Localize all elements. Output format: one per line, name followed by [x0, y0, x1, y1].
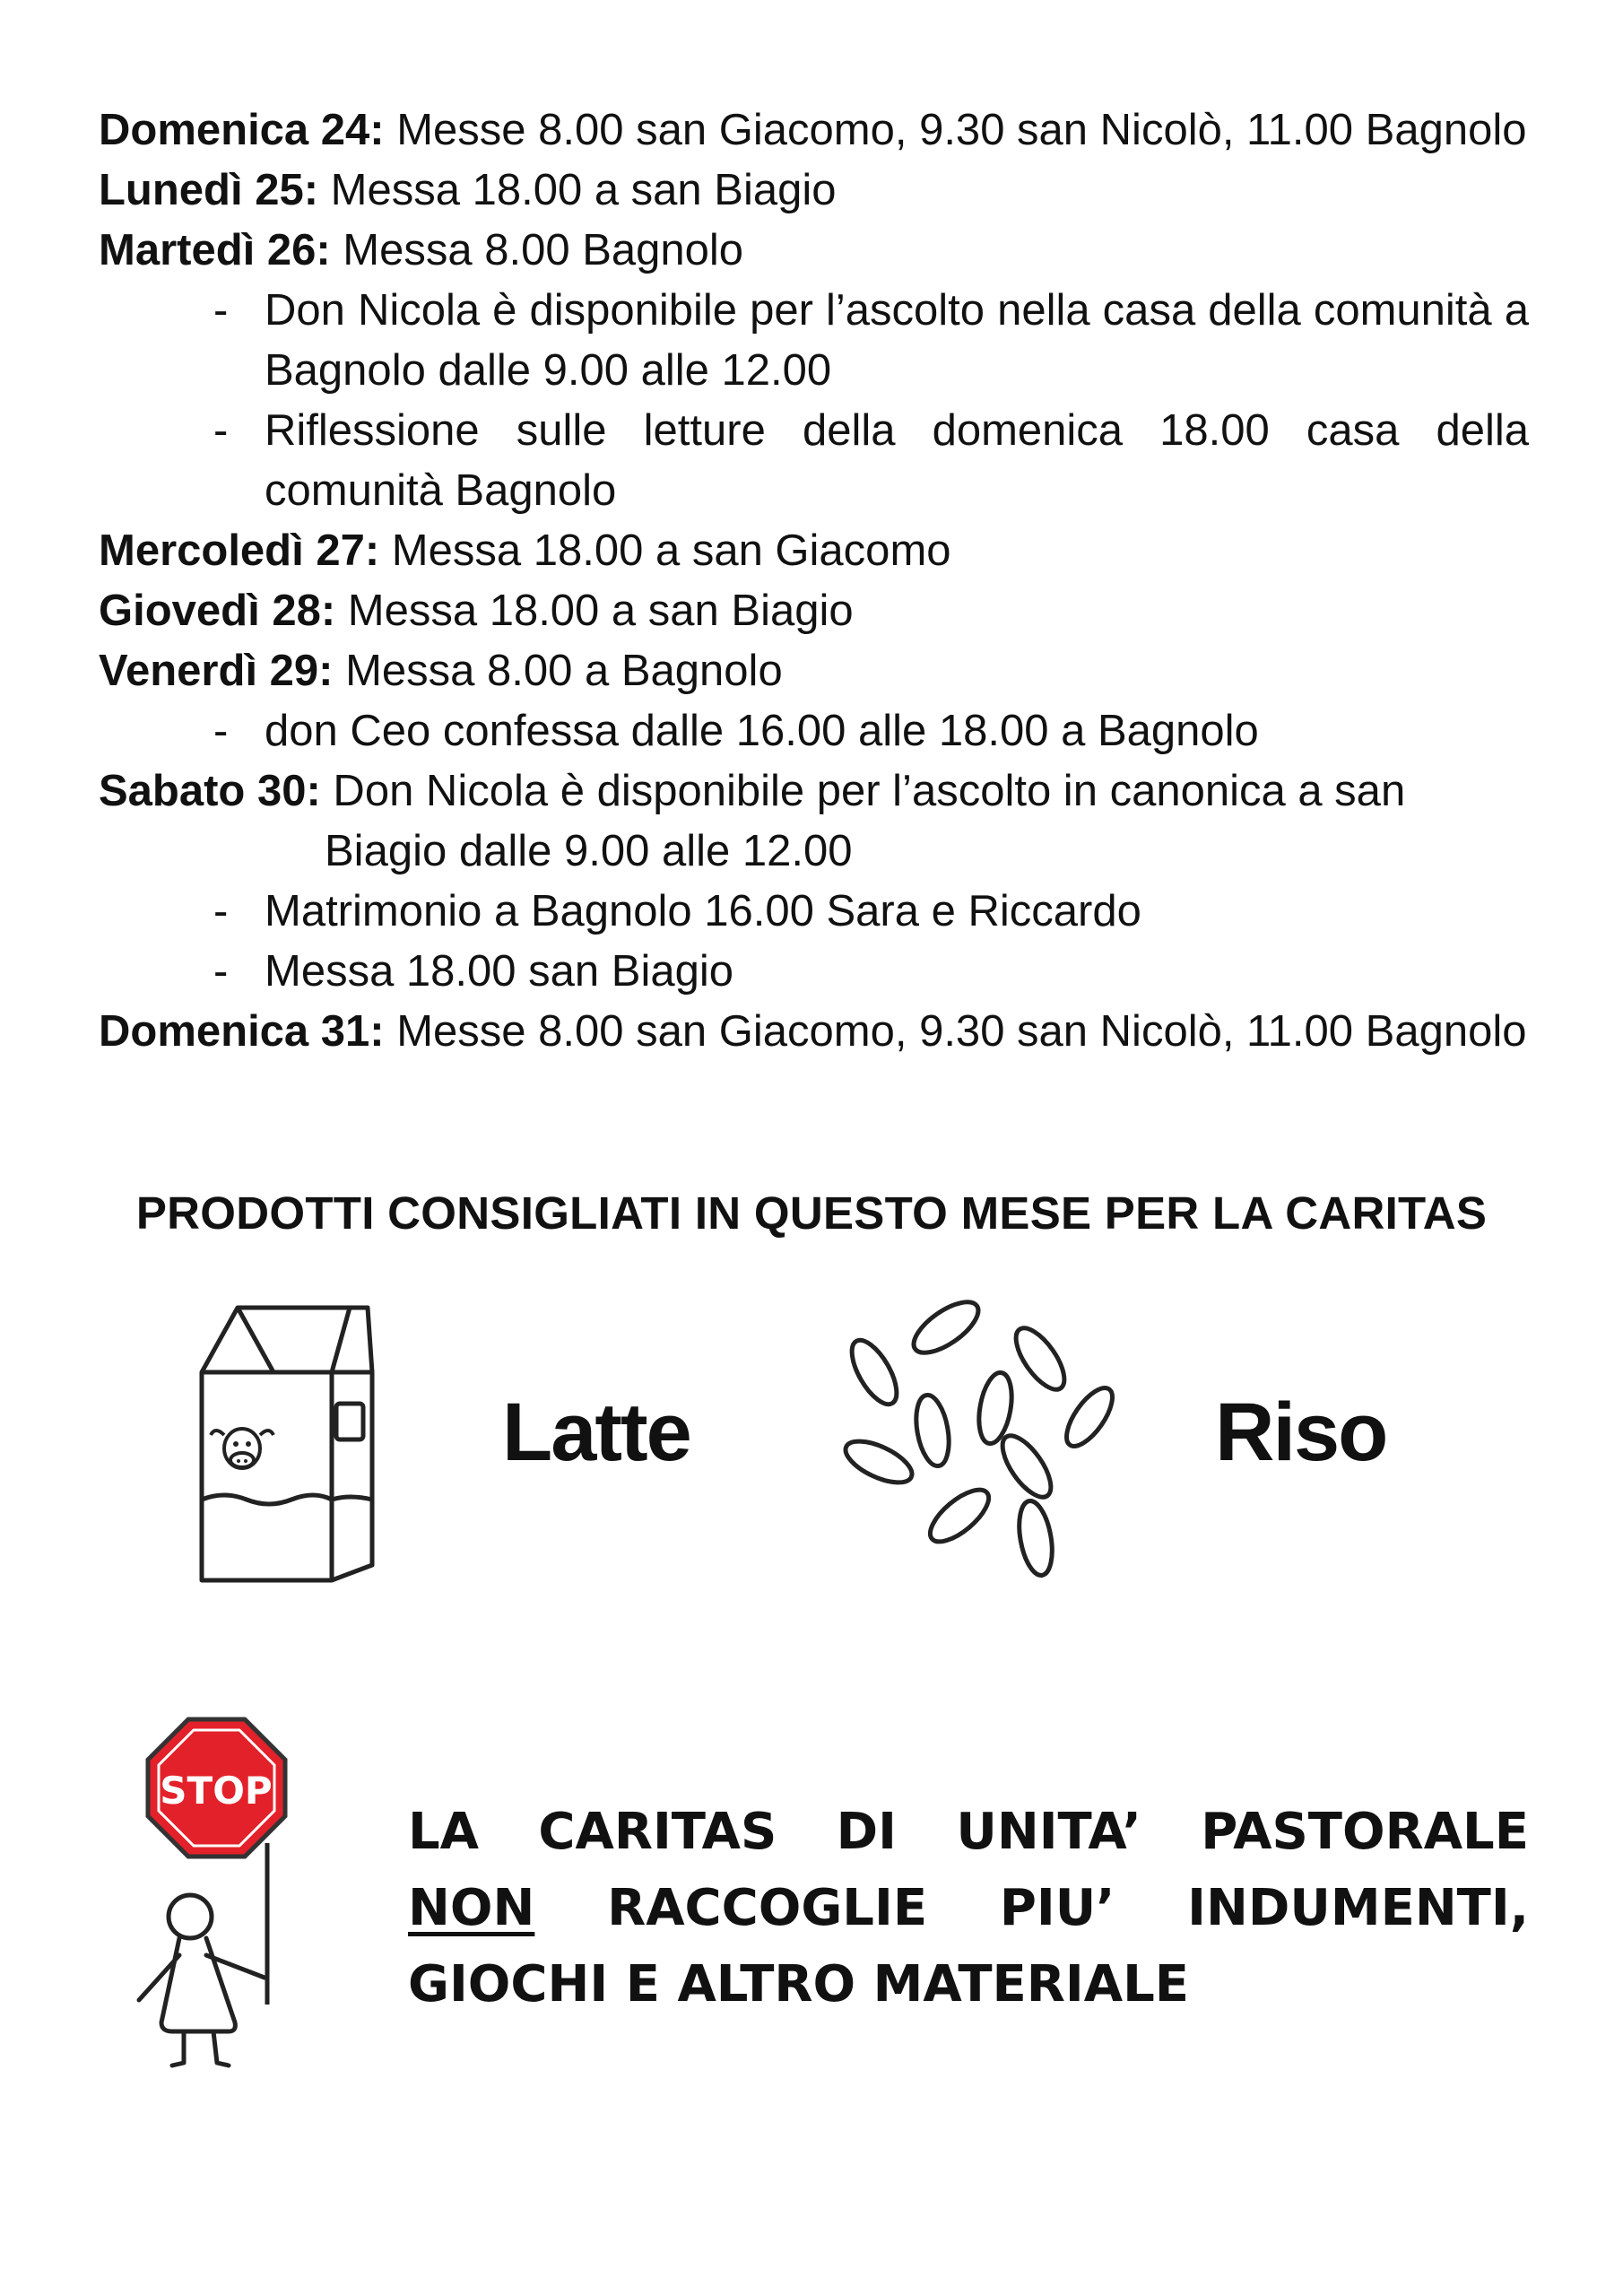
schedule-bullet: - don Ceo confessa dalle 16.00 alle 18.00 a Bagnolo: [213, 707, 1259, 755]
schedule-day-28: Giovedì 28: Messa 18.00 a san Biagio: [99, 587, 854, 635]
schedule-bullet: - Don Nicola è disponibile per l’ascolto nella casa della comunità a Bagnolo dalle 9.00 alle 12.00: [213, 286, 1529, 395]
schedule-day-26: Martedì 26: Messa 8.00 Bagnolo: [99, 226, 744, 274]
schedule-day-31: Domenica 31: Messe 8.00 san Giacomo, 9.30 san Nicolò, 11.00 Bagnolo: [99, 1007, 1527, 1056]
notice-line-1: LA CARITAS DI UNITA’ PASTORALE: [408, 1803, 1529, 1861]
notice-emphasis: NON: [408, 1879, 535, 1937]
notice-line-3: GIOCHI E ALTRO MATERIALE: [408, 1955, 1190, 2013]
schedule-day-27: Mercoledì 27: Messa 18.00 a san Giacomo: [99, 526, 951, 575]
caritas-notice: [408, 1794, 1529, 2022]
product-milk: Latte: [502, 1387, 690, 1478]
schedule-day-30-continuation: Biagio dalle 9.00 alle 12.00: [325, 827, 853, 875]
schedule-bullet: - Riflessione sulle letture della domenica 18.00 casa della comunità Bagnolo: [213, 406, 1529, 515]
schedule-day-30: Sabato 30: Don Nicola è disponibile per l’ascolto in canonica a san: [99, 767, 1406, 815]
schedule-bullet: - Matrimonio a Bagnolo 16.00 Sara e Riccardo: [213, 887, 1141, 935]
schedule-day-25: Lunedì 25: Messa 18.00 a san Biagio: [99, 166, 837, 214]
schedule-bullet: - Messa 18.00 san Biagio: [213, 947, 733, 996]
weekly-schedule: [99, 100, 1529, 1062]
notice-line-2: NON RACCOGLIE PIU’ INDUMENTI,: [408, 1879, 1529, 1937]
milk-carton-icon: [184, 1300, 390, 1587]
schedule-day-24: Domenica 24: Messe 8.00 san Giacomo, 9.30 san Nicolò, 11.00 Bagnolo: [99, 106, 1527, 154]
schedule-day-29: Venerdì 29: Messa 8.00 a Bagnolo: [99, 647, 783, 695]
stop-sign-text: STOP: [160, 1769, 273, 1813]
rice-grains-icon: [834, 1292, 1130, 1587]
caritas-products-heading: PRODOTTI CONSIGLIATI IN QUESTO MESE PER LA CARITAS: [135, 1187, 1488, 1239]
stop-sign-figure-icon: [117, 1709, 368, 2103]
product-rice: Riso: [1215, 1387, 1387, 1478]
